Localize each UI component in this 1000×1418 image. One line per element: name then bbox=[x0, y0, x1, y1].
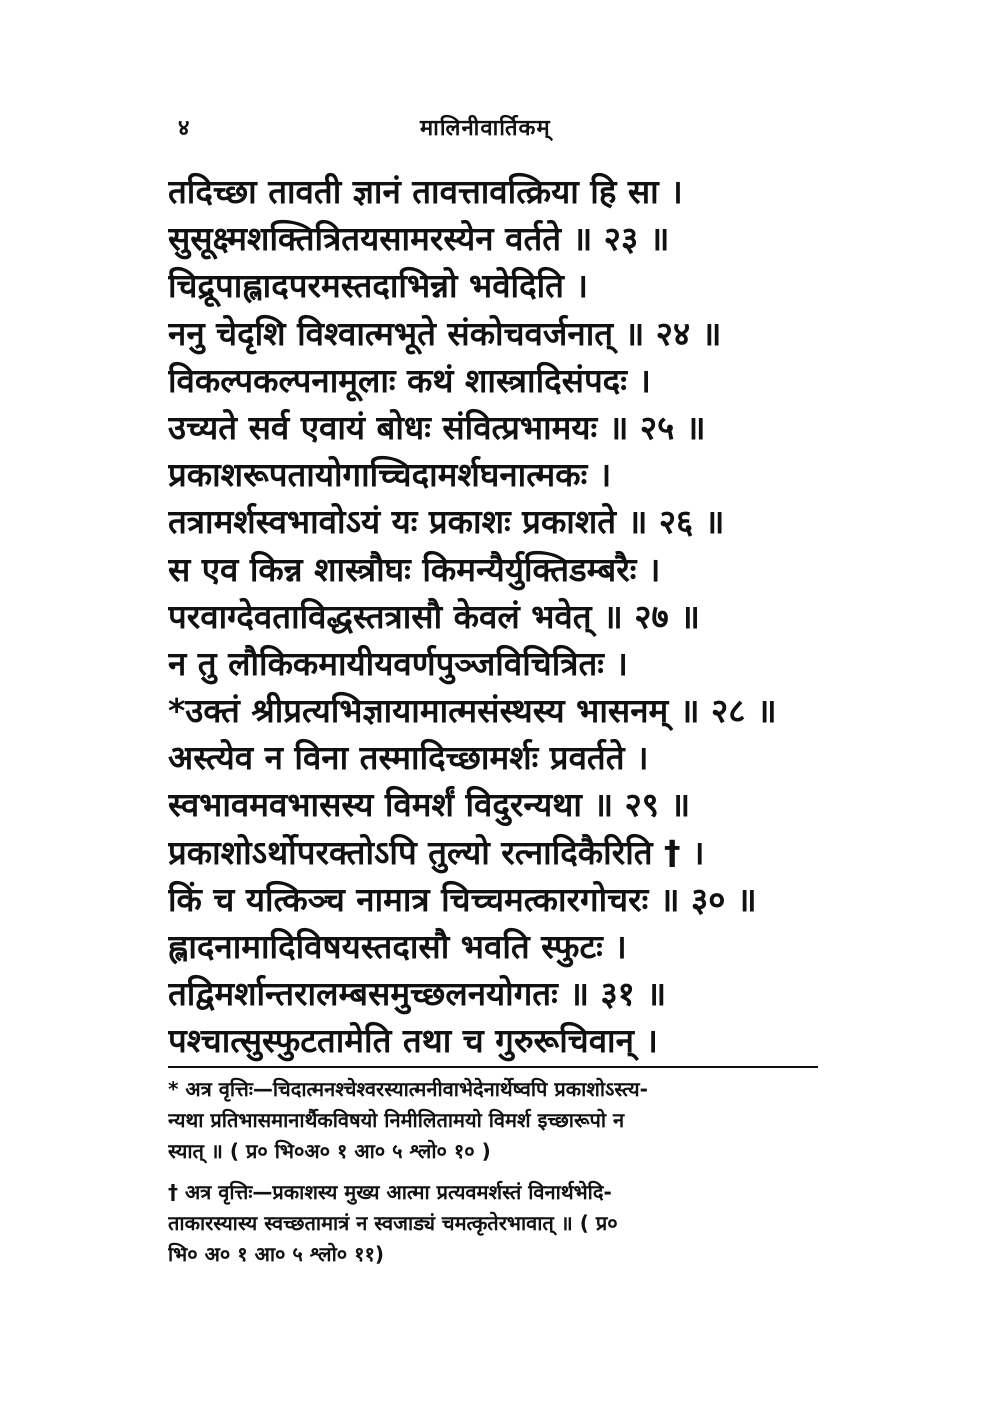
verse-line: प्रकाशरूपतायोगाच्चिदामर्शघनात्मकः । bbox=[168, 455, 612, 495]
footnote-asterisk bbox=[168, 1074, 818, 1167]
running-title: मालिनीवार्तिकम् bbox=[420, 116, 551, 141]
verse-line: *उक्तं श्रीप्रत्यभिज्ञायामात्मसंस्थस्य भासनम् ॥ २८ ॥ bbox=[168, 691, 777, 731]
footnote-spacer bbox=[168, 1167, 818, 1177]
footnote-line: * अत्र वृत्तिः—चिदात्मनश्चेश्वरस्यात्मनीवाभेदेनार्थेष्वपि प्रकाशोऽस्त्य- bbox=[168, 1077, 648, 1101]
footnote-line: स्यात् ॥ ( प्र० भि०अ० १ आ० ५ श्लो० १० ) bbox=[168, 1139, 491, 1163]
verse-line: तदिच्छा तावती ज्ञानं तावत्तावत्क्रिया हि सा । bbox=[168, 172, 683, 211]
verse-line: प्रकाशोऽर्थोपरक्तोऽपि तुल्यो रत्नादिकैरिति † । bbox=[168, 832, 705, 872]
footnote-divider bbox=[168, 1066, 818, 1068]
verse-line: न तु लौकिकमायीयवर्णपुञ्जविचित्रितः । bbox=[168, 643, 628, 683]
verse-line: परवाग्देवताविद्धस्तत्रासौ केवलं भवेत् ॥ २७ ॥ bbox=[168, 596, 700, 636]
verse-line: स एव किन्न शास्त्रौघः किमन्यैर्युक्तिडम्बरैः । bbox=[168, 549, 661, 589]
verse-line: स्वभावमवभासस्य विमर्शं विदुरन्यथा ॥ २९ ॥ bbox=[168, 785, 691, 825]
verse-line: पश्चात्सुस्फुटतामेति तथा च गुरुरूचिवान् । bbox=[168, 1021, 658, 1061]
page-number: ४ bbox=[178, 116, 190, 141]
footnote-dagger bbox=[168, 1177, 818, 1270]
verse-line: तत्रामर्शस्वभावोऽयं यः प्रकाशः प्रकाशते ॥ २६ ॥ bbox=[168, 502, 725, 542]
footnote-line: † अत्र वृत्तिः—प्रकाशस्य मुख्य आत्मा प्रत्यवमर्शस्तं विनार्थभेदि- bbox=[168, 1180, 612, 1204]
verse-line: किं च यत्किञ्च नामात्र चिच्चमत्कारगोचरः ॥ ३० ॥ bbox=[168, 879, 757, 919]
footnote-line: ताकारस्यास्य स्वच्छतामात्रं न स्वजाड्यं चमत्कृतेरभावात् ॥ ( प्र० bbox=[168, 1211, 618, 1235]
verse-line: चिद्रूपाह्लादपरमस्तदाभिन्नो भवेदिति । bbox=[168, 266, 588, 306]
page-header bbox=[0, 112, 1000, 148]
verse-line: विकल्पकल्पनामूलाः कथं शास्त्रादिसंपदः । bbox=[168, 360, 651, 400]
verse-line: उच्यते सर्व एवायं बोधः संवित्प्रभामयः ॥ २५ ॥ bbox=[168, 407, 706, 447]
footnote-line: न्यथा प्रतिभासमानार्थैकविषयो निमीलितामयो विमर्श इच्छारूपो न bbox=[168, 1108, 625, 1132]
verse-line: अस्त्येव न विना तस्मादिच्छामर्शः प्रवर्तते । bbox=[168, 738, 649, 778]
verse-block bbox=[168, 168, 808, 1065]
footnote-line: भि० अ० १ आ० ५ श्लो० ११) bbox=[168, 1242, 385, 1266]
verse-line: सुसूक्ष्मशक्तित्रितयसामरस्येन वर्तते ॥ २३ ॥ bbox=[168, 219, 670, 259]
verse-line: तद्विमर्शान्तरालम्बसमुच्छलनयोगतः ॥ ३१ ॥ bbox=[168, 974, 667, 1014]
footnotes bbox=[168, 1074, 818, 1270]
verse-line: ननु चेदृशि विश्वात्मभूते संकोचवर्जनात् ॥ २४ ॥ bbox=[168, 313, 722, 353]
verse-line: ह्लादनामादिविषयस्तदासौ भवति स्फुटः । bbox=[168, 927, 627, 966]
